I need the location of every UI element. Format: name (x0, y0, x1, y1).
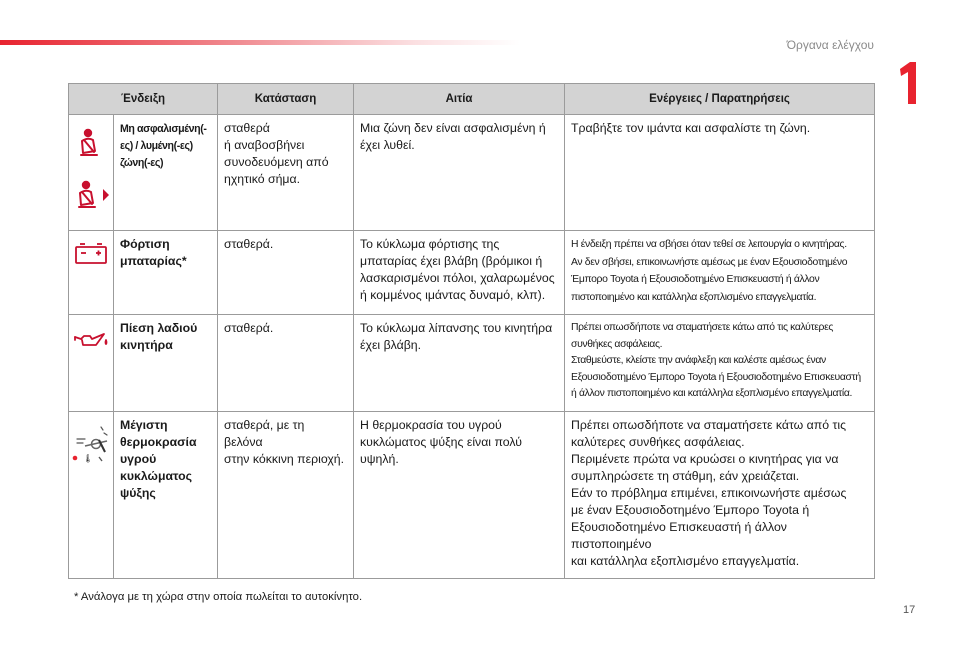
warning-lights-table (68, 83, 875, 579)
action-line: Εξουσιοδοτημένο Επισκευαστή ή άλλον πιστοποιημένο (571, 519, 787, 551)
header-indication: Ένδειξη (69, 84, 218, 115)
indication-cell (114, 315, 218, 412)
table-row (69, 315, 875, 412)
cause-line: Η θερμοκρασία του υγρού (360, 417, 502, 432)
action-line: και κατάλληλα εξοπλισμένο επαγγελματία. (571, 553, 800, 568)
actions-cell (565, 315, 875, 412)
table-row (69, 411, 875, 578)
action-line: Αν δεν σβήσει, επικοινωνήστε αμέσως με έναν Εξουσιοδοτημένο (571, 256, 848, 268)
action-line: με έναν Εξουσιοδοτημένο Έμπορο Toyota ή (571, 502, 810, 517)
state-line: σταθερά (224, 121, 270, 135)
state-line: σταθερά, με τη βελόνα (224, 417, 305, 449)
seatbelt-icon-cell (69, 115, 114, 231)
action-line: Τραβήξτε τον ιμάντα και ασφαλίστε τη ζώνη. (571, 121, 811, 135)
indication-label: Μέγιστη θερμοκρασία υγρού κυκλώματος ψύξης (120, 417, 197, 500)
state-cell (218, 115, 354, 231)
cause-line: μπαταρίας έχει βλάβη (βρόμικοι ή (360, 254, 543, 268)
section-title: Όργανα ελέγχου (786, 38, 874, 52)
header-actions: Ενέργειες / Παρατηρήσεις (565, 84, 875, 115)
cause-line: λασκαρισμένοι πόλοι, χαλαρωμένος (360, 271, 555, 285)
actions-cell (565, 411, 875, 578)
action-line: ή άλλον πιστοποιημένο και κατάλληλα εξοπλισμένο επαγγελματία. (571, 388, 853, 399)
state-line: ηχητικό σήμα. (224, 172, 301, 186)
cause-line: κυκλώματος ψύξης είναι πολύ (360, 434, 522, 449)
cause-line: υψηλή. (360, 451, 399, 466)
cause-line: Μια ζώνη δεν είναι ασφαλισμένη ή (360, 121, 546, 135)
action-line: συνθήκες ασφάλειας. (571, 338, 663, 350)
seatbelt-warning-icon (73, 127, 109, 161)
cause-line: Το κύκλωμα λίπανσης του κινητήρα (360, 321, 553, 335)
chapter-number (896, 60, 918, 106)
action-line: Εάν το πρόβλημα επιμένει, επικοινωνήστε αμέσως (571, 485, 847, 500)
cause-cell (354, 231, 565, 315)
battery-icon (73, 241, 109, 267)
actions-cell (565, 115, 875, 231)
cause-cell (354, 115, 565, 231)
table-header-row (69, 84, 875, 115)
table-row (69, 231, 875, 315)
indication-label: Πίεση λαδιού κινητήρα (120, 321, 198, 352)
header-state: Κατάσταση (218, 84, 354, 115)
action-line: Σταθμεύστε, κλείστε την ανάφλεξη και καλέστε αμέσως έναν (571, 355, 826, 366)
state-line: συνοδευόμενη από (224, 155, 329, 169)
battery-icon-cell (69, 231, 114, 315)
seatbelt-flashing-warning-icon (71, 179, 111, 213)
oil-icon-cell (69, 315, 114, 412)
table-row (69, 115, 875, 231)
state-cell (218, 411, 354, 578)
header-cause: Αιτία (354, 84, 565, 115)
action-line: Εξουσιοδοτημένο Έμπορο Toyota ή Εξουσιοδοτημένο Επισκευαστή (571, 371, 861, 383)
action-line: συμπληρώσετε τη στάθμη, εάν χρειάζεται. (571, 468, 800, 483)
top-accent-bar (0, 40, 520, 45)
state-cell (218, 315, 354, 412)
action-line: Έμπορο Toyota ή Εξουσιοδοτημένο Επισκευαστή ή άλλον (571, 274, 820, 285)
coolant-icon-cell (69, 411, 114, 578)
action-line: πιστοποιημένο και κατάλληλα εξοπλισμένο επαγγελματία. (571, 291, 817, 303)
actions-cell (565, 231, 875, 315)
state-cell (218, 231, 354, 315)
coolant-temperature-icon (71, 424, 111, 466)
state-line: σταθερά. (224, 321, 274, 335)
state-line: στην κόκκινη περιοχή. (224, 451, 345, 466)
cause-cell (354, 315, 565, 412)
action-line: καλύτερες συνθήκες ασφάλειας. (571, 434, 745, 449)
svg-text:🌡: 🌡 (83, 453, 94, 463)
page-number: 17 (903, 604, 916, 616)
cause-line: ή κομμένος ιμάντας δυναμό, κλπ). (360, 288, 546, 302)
oil-pressure-icon (72, 329, 110, 351)
action-line: Περιμένετε πρώτα να κρυώσει ο κινητήρας για να (571, 451, 839, 466)
footnote: * Ανάλογα με τη χώρα στην οποία πωλείται το αυτοκίνητο. (74, 591, 363, 603)
cause-cell (354, 411, 565, 578)
indication-label: Μη ασφαλισμένη(-ες) / λυμένη(-ες) ζώνη(-ες) (120, 123, 207, 169)
indication-cell (114, 411, 218, 578)
action-line: Η ένδειξη πρέπει να σβήσει όταν τεθεί σε λειτουργία ο κινητήρας. (571, 239, 847, 250)
action-line: Πρέπει οπωσδήποτε να σταματήσετε κάτω από τις καλύτερες (571, 322, 834, 333)
indication-label: Φόρτιση μπαταρίας* (120, 237, 187, 268)
indication-cell (114, 115, 218, 231)
state-line: σταθερά. (224, 237, 274, 251)
action-line: Πρέπει οπωσδήποτε να σταματήσετε κάτω από τις (571, 417, 847, 432)
indication-cell (114, 231, 218, 315)
cause-line: έχει λυθεί. (360, 138, 415, 152)
cause-line: Το κύκλωμα φόρτισης της (360, 237, 500, 251)
cause-line: έχει βλάβη. (360, 338, 422, 352)
state-line: ή αναβοσβήνει (224, 138, 305, 152)
